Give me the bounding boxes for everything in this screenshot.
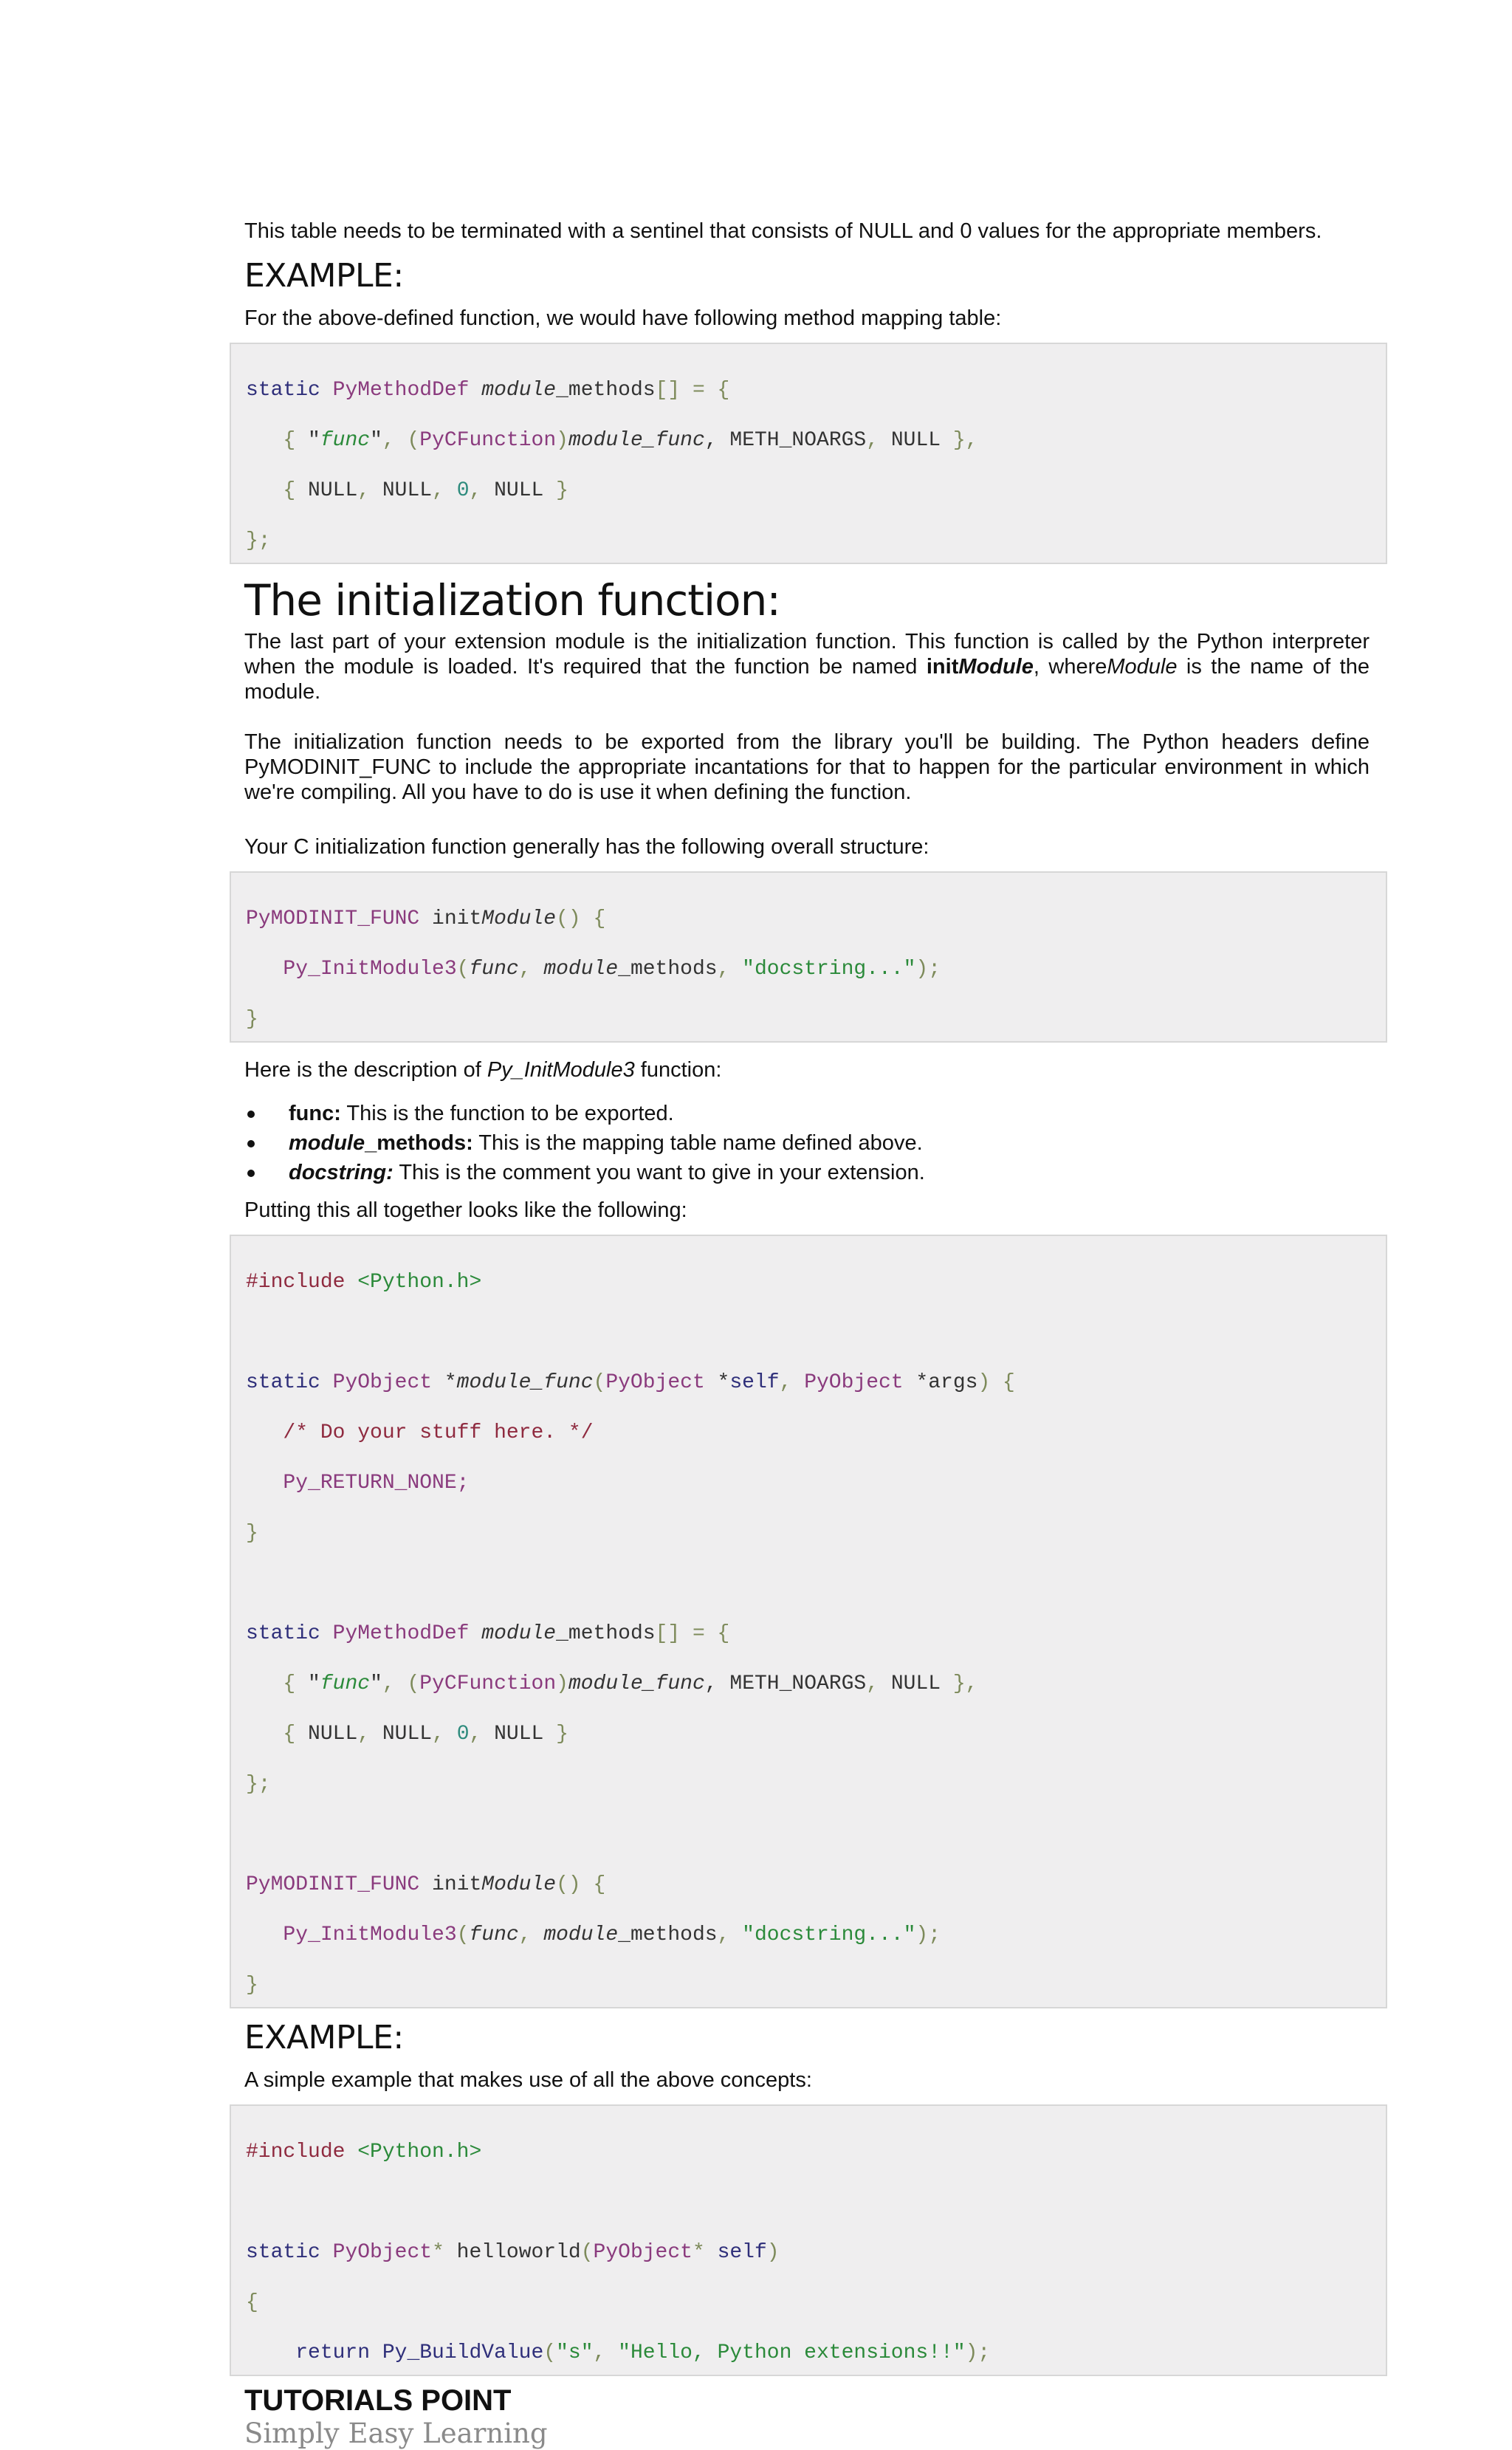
bullet-icon	[247, 1111, 255, 1118]
example-text-2: A simple example that makes use of all the above concepts:	[244, 2068, 812, 2092]
list-item-module-methods: module_methods: This is the mapping table name defined above.	[244, 1128, 1370, 1158]
list-item-func: func: This is the function to be exported.	[244, 1099, 1370, 1128]
init-paragraph-3: Your C initialization function generally has the following overall structure:	[244, 835, 929, 859]
parameter-list	[244, 1099, 1370, 1187]
footer-brand-title: TUTORIALS POINT	[244, 2384, 512, 2417]
init-paragraph-1: The last part of your extension module is the initialization function. This function is called by the Python interpreter when the module is loaded. It's required that the function be named initModule, whereModule is the name of the module.	[244, 630, 1370, 704]
example-heading-1: EXAMPLE:	[244, 257, 404, 295]
code-block-init-structure: PyMODINIT_FUNC initModule() { Py_InitModule3(func, module_methods, "docstring..."); }	[230, 871, 1387, 1043]
list-item-docstring: docstring: This is the comment you want to give in your extension.	[244, 1158, 1370, 1187]
page-content	[244, 219, 1370, 2450]
example-heading-2: EXAMPLE:	[244, 2019, 404, 2056]
description-paragraph: Here is the description of Py_InitModule3 function:	[244, 1058, 722, 1082]
code-block-helloworld: #include <Python.h> static PyObject* helloworld(PyObject* self) { return Py_BuildValue("s", "Hello, Python extensions!!");	[230, 2104, 1387, 2376]
code-block-full-example: #include <Python.h> static PyObject *module_func(PyObject *self, PyObject *args) { /* Do your stuff here. */ Py_RETURN_NONE; } static PyMethodDef module_methods[] = { { "func", (PyCFunction)module_func, METH_NOARGS, NULL }, { NULL, NULL, 0, NULL } }; PyMODINIT_FUNC initModule() { Py_InitModule3(func, module_methods, "docstring..."); }	[230, 1235, 1387, 2008]
bullet-icon	[247, 1170, 255, 1177]
code-block-method-table: static PyMethodDef module_methods[] = { { "func", (PyCFunction)module_func, METH_NOARGS, NULL }, { NULL, NULL, 0, NULL } };	[230, 343, 1387, 564]
together-paragraph: Putting this all together looks like the following:	[244, 1198, 687, 1222]
init-function-heading: The initialization function:	[244, 575, 780, 625]
init-paragraph-2: The initialization function needs to be exported from the library you'll be building. The Python headers define PyMODINIT_FUNC to include the appropriate incantations for that to happen for the particular environment in which we're compiling. All you have to do is use it when defining the function.	[244, 730, 1370, 804]
bullet-icon	[247, 1140, 255, 1147]
example-text-1: For the above-defined function, we would have following method mapping table:	[244, 306, 1002, 330]
footer-brand-subtitle: Simply Easy Learning	[244, 2418, 548, 2449]
sentinel-paragraph: This table needs to be terminated with a sentinel that consists of NULL and 0 values for the appropriate members.	[244, 219, 1322, 243]
